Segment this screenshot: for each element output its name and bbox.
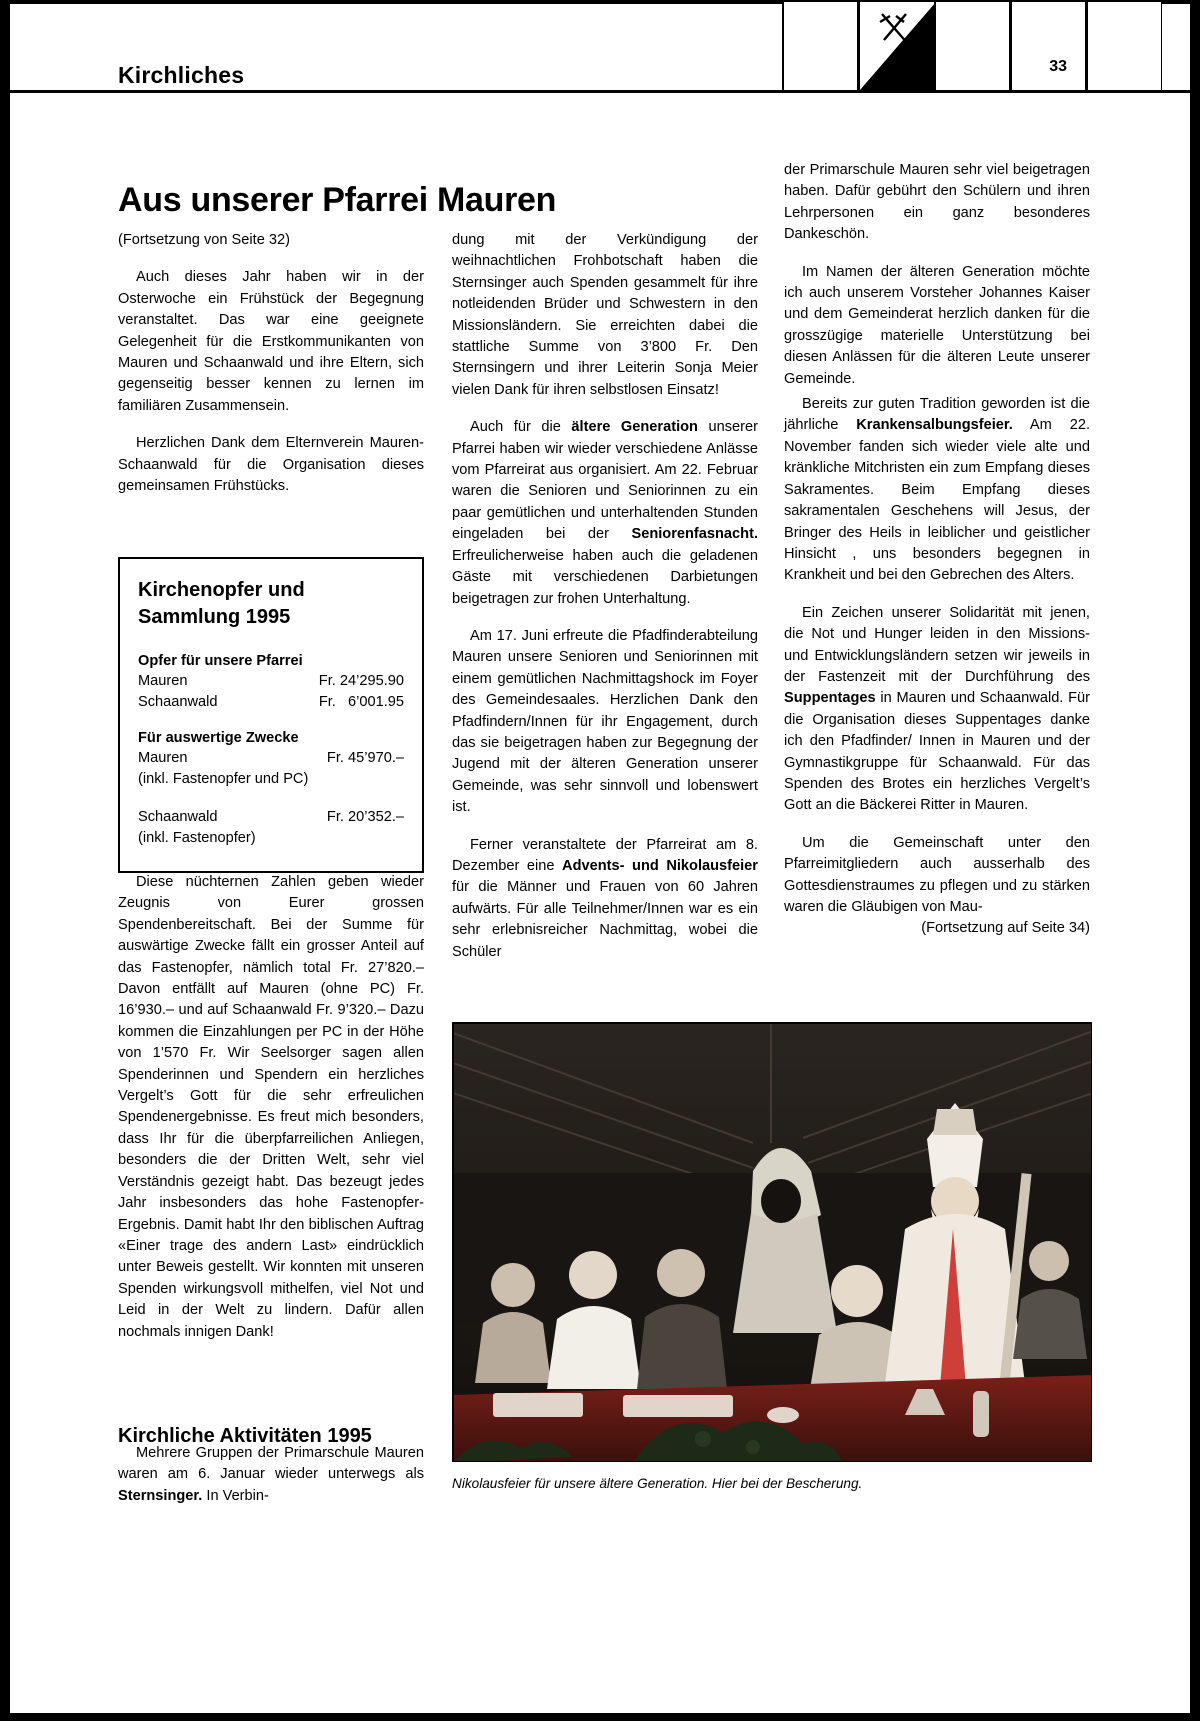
paragraph-text-bold: Sternsinger. [118, 1487, 203, 1504]
paragraph: Diese nüchternen Zahlen geben wieder Zeugnis von Eurer grossen Spendenbereitschaft. Bei der Summe für auswärtige Zwecke fällt ein grosser Anteil auf das Fastenopfer, nämlich total Fr. 27’820.– Davon entfällt auf Mauren (ohne PC) Fr. 16’930.– und auf Schaanwald Fr. 9’320.– Dazu kommen die Einzahlungen per PC in der Höhe von 1’570 Fr. Wir Seelsorger sagen allen Spenderinnen und Spendern ein herzliches Vergelt’s Gott für die sehr erfreulichen Spendenergebnisse. Es freut mich besonders, dass Ihr für die überpfarreilichen Anliegen, besonders die der Dritten Welt, sehr viel Verständnis gezeigt habt. Das bezeugt jedes Jahr insbesonders das hohe Fastenopfer-Ergebnis. Damit habt Ihr den biblischen Auftrag «Einer trage des andern Last» eindrücklich unter Beweis gestellt. Wir konnten mit unseren Spenden wirkungsvoll mithelfen, viel Not und Leid in der Welt zu lindern. Dafür allen nochmals innigen Dank! [118, 874, 424, 1340]
column-3 [784, 160, 1090, 940]
paragraph-text-c: Am 22. November fanden sich wieder viele alte und kränkliche Mitchristen ein zum Empfang dieses Sakramentes. Beim Empfang dieses sakramentalen Geschehens will Jesus, der Bringer des Heils in leiblicher und geistlicher Hinsicht , uns besonders begegnen in Krankheit und bei den Gebrechen des Alters. [784, 417, 1091, 584]
row-amount: Fr. 24’295.90 [318, 673, 404, 689]
column-2 [452, 230, 758, 963]
paragraph-text-bold: Seniorenfasnacht. [631, 526, 758, 543]
paragraph-text-c: in Mauren und Schaanwald. Für die Organisation dieses Suppentages danke ich den Pfadfinder/ Innen in Mauren und der Gymnastikgruppe für Schaanwald. Für das Spenden des Brotes ein herzliches Vergelt’s Gott an die Bäckerei Ritter in Mauren. [784, 690, 1090, 814]
paragraph [784, 394, 1090, 587]
paragraph-text-c: unserer Pfarrei haben wir wieder verschiedene Anlässe vom Pfarreirat aus organisiert. Am 22. Februar waren die Senioren und Seniorinnen zu ein paar gemütlichen und unterhaltenden Stunden eingeladen bei der [452, 419, 758, 543]
paragraph-text-bold: Suppentages [784, 690, 876, 707]
box-section-3-note: (inkl. Fastenopfer) [138, 830, 256, 847]
box-row [138, 692, 404, 713]
photo-caption: Nikolausfeier für unsere ältere Generation. Hier bei der Bescherung. [452, 1476, 863, 1491]
paragraph [452, 835, 758, 963]
row-amount: Fr. 45’970.– [326, 749, 404, 766]
paragraph: Auch dieses Jahr haben wir in der Osterwoche ein Frühstück der Begegnung veranstaltet. Das war eine geeignete Gelegenheit für die Erstkommunikanten von Mauren und Schaanwald und ihre Eltern, sich gegenseitig besser kennen zu lernen im familiären Zusammensein. [118, 269, 424, 414]
box-section-1-label: Opfer für unsere Pfarrei [138, 653, 303, 669]
continuation-note-end: (Fortsetzung auf Seite 34) [921, 920, 1090, 937]
box-row [138, 748, 404, 769]
header-block-4 [1010, 2, 1086, 90]
paragraph: Um die Gemeinschaft unter den Pfarreimitgliedern auch ausserhalb des Gottesdienstraumes zu pflegen und zu stärken waren die Gläubigen von Mau- [784, 834, 1090, 915]
page-title: Aus unserer Pfarrei Mauren [118, 180, 557, 219]
paragraph: Herzlichen Dank dem Elternverein Mauren-Schaanwald für die Organisation dieses gemeinsamen Frühstücks. [118, 435, 424, 495]
page-edge-left [0, 0, 10, 1721]
page-edge-right [1190, 0, 1200, 1721]
header-block-1 [782, 2, 858, 90]
box-row [138, 807, 404, 828]
paragraph-text-a: Auch für die [470, 419, 572, 436]
box-row [138, 671, 404, 692]
photo-nikolausfeier [452, 1022, 1092, 1462]
header-block-strip [782, 2, 1162, 90]
kirchenopfer-box [118, 557, 424, 873]
box-section-2-label: Für auswertige Zwecke [138, 729, 299, 746]
paragraph: Im Namen der älteren Generation möchte ich auch unserem Vorsteher Johannes Kaiser und dem Gemeinderat herzlich danken für die grosszügige materielle Unterstützung bei diesen Anlässen für die älteren Leute unserer Gemeinde. [784, 263, 1090, 387]
paragraph [784, 603, 1090, 817]
crossed-keys-emblem-icon [860, 2, 936, 90]
page-edge-bottom [0, 1713, 1200, 1721]
header-rule [0, 90, 1200, 93]
column-1-top [118, 230, 424, 497]
photo-illustration [453, 1023, 1092, 1462]
row-place: Schaanwald [138, 694, 218, 711]
box-section-2-note: (inkl. Fastenopfer und PC) [138, 771, 309, 788]
paragraph-text-a: Bereits zur guten Tradition geworden ist die jährliche [784, 396, 1090, 434]
paragraph: der Primarschule Mauren sehr viel beigetragen haben. Dafür gebührt den Schülern und ihren Lehrpersonen ein ganz besonderes Dankeschön. [784, 162, 1090, 243]
paragraph-text-bold: ältere Generation [571, 419, 698, 436]
row-place: Schaanwald [138, 808, 218, 825]
paragraph: Am 17. Juni erfreute die Pfadfinderabteilung Mauren unsere Senioren und Seniorinnen mit einem gemütlichen Nachmittagshock im Foyer des Gemeindesaales. Herzlichen Dank den Pfadfindern/Innen für ihr Engagement, durch das sie beigetragen haben zur Begegnung der Jugend mit der älteren Generation unserer Gemeinde, was sehr sinnvoll und lobenswert ist. [452, 627, 758, 816]
paragraph-text-a: Ein Zeichen unserer Solidarität mit jenen, die Not und Hunger leiden in den Missions- und Entwicklungsländern setzen wir jeweils in der Fastenzeit mit der Durchführung des [784, 604, 1090, 685]
paragraph-text-bold: Advents- und Nikolausfeier [562, 857, 758, 874]
page-header [0, 0, 1200, 108]
paragraph-text-bold: Krankensalbungsfeier. [856, 417, 1013, 434]
paragraph-text-tail: In Verbin- [202, 1487, 269, 1504]
paragraph-text-a: Mehrere Gruppen der Primarschule Mauren waren am 6. Januar wieder unterwegs als [118, 1445, 424, 1483]
row-amount: Fr. 6’001.95 [318, 694, 404, 711]
column-1-after-subheading [118, 1443, 424, 1507]
paragraph-text-e: Erfreulicherweise haben auch die geladenen Gäste mit verschiedenen Darbietungen beigetragen zur frohen Unterhaltung. [452, 547, 758, 607]
page-number: 33 [1049, 58, 1067, 75]
row-place: Mauren [138, 673, 188, 689]
paragraph: dung mit der Verkündigung der weihnachtlichen Frohbotschaft haben die Sternsinger auch Spenden gesammelt für ihre notleidenden Brüder und Schwestern in den Missionsländern. Sie erreichten dabei die stattliche Summe von 3’800 Fr. Den Sternsingern und ihrer Leiterin Sonja Meier vielen Dank für ihren selbstlosen Einsatz! [452, 232, 758, 398]
continuation-note: (Fortsetzung von Seite 32) [118, 232, 290, 248]
column-1-lower [118, 872, 424, 1343]
section-title: Kirchliches [118, 62, 245, 88]
box-spacer [138, 791, 404, 807]
paragraph-text-a: Ferner veranstaltete der Pfarreirat am 8. Dezember eine [452, 836, 758, 874]
header-block-5 [1086, 2, 1162, 90]
paragraph-text-c: für die Männer und Frauen von 60 Jahren aufwärts. Für alle Teilnehmer/Innen war es ein sehr erlebnisreicher Nachmittag, wobei die Schüler [452, 879, 758, 960]
row-place: Mauren [138, 749, 188, 766]
row-amount: Fr. 20’352.– [326, 808, 404, 825]
paragraph [452, 417, 758, 610]
header-block-logo [858, 2, 934, 90]
box-spacer [138, 714, 404, 730]
header-block-3 [934, 2, 1010, 90]
subheading-aktivitaeten: Kirchliche Aktivitäten 1995 [118, 1424, 372, 1447]
paragraph [118, 1443, 424, 1507]
box-title: Kirchenopfer und Sammlung 1995 [138, 579, 305, 628]
